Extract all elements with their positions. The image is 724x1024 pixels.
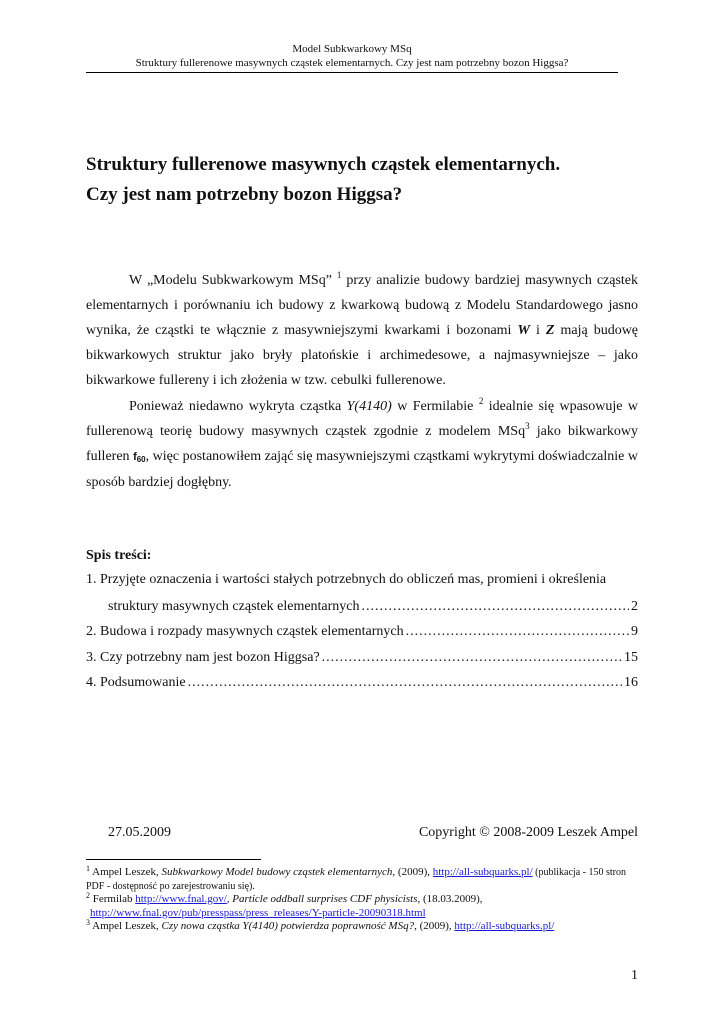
footnote-1-link[interactable]: http://all-subquarks.pl/ [432,866,533,878]
footnote-3-link[interactable]: http://all-subquarks.pl/ [454,920,555,932]
p1-text-and: i [529,323,546,338]
footnote-1-note: (publikacja - 150 stron PDF - dostępność po zarejestrowaniu się). [86,867,626,892]
running-header-title: Struktury fullerenowe masywnych cząstek elementarnych. Czy jest nam potrzebny bozon Higgsa? [135,57,569,69]
toc-leader-dots [188,673,622,693]
copyright-notice: Copyright © 2008-2009 Leszek Ampel [418,825,638,840]
footnote-2-number: 2 [86,891,90,900]
p2-text-b: w Fermilabie [391,399,479,414]
toc-entry-3-page: 15 [624,650,638,665]
fullerene-f60-symbol [133,451,146,463]
footnote-1 [86,866,641,893]
p1-text-b: przy analizie budowy bardziej masywnych cząstek elementarnych i porównaniu ich budowy z kwarkową budową z Modelu Standardowego jasno wynika, że cząstki te włącznie z masywniejszymi kwarkami i bozonami [86,273,639,338]
footnote-2-link-home[interactable]: http://www.fnal.gov/ [135,893,227,905]
toc-entry-1-text-cont: struktury masywnych cząstek elementarnych [108,599,360,614]
fullerene-f-letter: f [133,451,137,463]
footnote-2-link-article[interactable]: http://www.fnal.gov/pub/presspass/press_releases/Y-particle-20090318.html [90,906,426,919]
intro-paragraph-1 [86,268,638,393]
footnote-1-number: 1 [86,864,90,873]
toc-heading: Spis treści: [86,548,152,563]
toc-entry-1-line-2[interactable] [108,597,638,617]
toc-leader-dots [322,648,622,668]
footnote-3-year: , (2009), [414,920,455,932]
p2-text-e: , więc postanowiłem zająć się masywniejszymi cząstkami wykrytymi doświadczalnie w sposób bardziej dogłębny. [86,449,639,490]
toc-entry-4[interactable] [86,673,638,693]
toc-leader-dots [406,622,629,642]
header-divider [86,72,618,73]
toc-entry-3[interactable] [86,648,638,668]
toc-entry-2[interactable] [86,622,638,642]
footnote-2 [86,893,641,920]
toc-entry-1-text: 1. Przyjęte oznaczenia i wartości stałych potrzebnych do obliczeń mas, promieni i określenia [86,572,607,587]
p1-text-c: mają budowę bikwarkowych struktur jako bryły platońskie i archimedesowe, a najmasywniejsze – jako bikwarkowe fullereny i ich złożenia w tzw. cebulki fullerenowe. [86,323,639,388]
particle-name: Y(4140) [346,399,392,414]
toc-entry-1-line-1[interactable] [86,570,638,590]
title-line-1: Struktury fullerenowe masywnych cząstek elementarnych. [86,154,561,175]
fullerene-subscript: 60 [136,455,146,464]
toc-entry-3-text: 3. Czy potrzebny nam jest bozon Higgsa? [86,650,320,665]
intro-paragraph-2 [86,394,638,495]
toc-entry-4-text: 4. Podsumowanie [86,675,186,690]
running-header-model: Model Subkwarkowy MSq [292,43,412,55]
footnote-1-year: (2009), [395,866,433,878]
footnote-3-author: Ampel Leszek, [90,920,162,932]
footnote-2-source: Fermilab [90,893,136,905]
p2-text-d: jako bikwarkowy fulleren [86,424,638,464]
footnote-3 [86,920,641,934]
p1-text-a: W „Modelu Subkwarkowym MSq” [129,273,332,288]
document-title [86,150,646,210]
footnote-ref-3[interactable]: 3 [525,421,530,431]
footnote-2-title: Particle oddball surprises CDF physicists [232,893,418,905]
footnote-3-number: 3 [86,918,90,927]
document-date: 27.05.2009 [108,825,171,840]
boson-w-symbol: W [517,323,530,338]
footnote-divider [86,859,261,860]
page-number: 1 [631,968,638,983]
footnotes-section [86,866,641,934]
toc-entry-4-page: 16 [624,675,638,690]
footnote-2-date: , (18.03.2009), [417,893,483,905]
footnote-3-title: Czy nowa cząstka Y(4140) potwierdza poprawność MSq? [161,920,415,932]
toc-entry-2-text: 2. Budowa i rozpady masywnych cząstek elementarnych [86,624,404,639]
footnote-ref-2[interactable]: 2 [478,396,484,406]
footnote-1-author: Ampel Leszek, [90,866,162,878]
footnote-1-title: Subkwarkowy Model budowy cząstek elementarnych, [161,866,396,878]
boson-z-symbol: Z [545,323,555,338]
footnote-ref-1[interactable]: 1 [336,270,342,280]
title-line-2: Czy jest nam potrzebny bozon Higgsa? [86,184,403,205]
toc-entry-2-page: 9 [631,624,638,639]
toc-leader-dots [362,597,629,617]
footnote-2-separator: , [226,893,233,905]
p2-text-a: Ponieważ niedawno wykryta cząstka [129,399,347,414]
toc-entry-1-page: 2 [631,599,638,614]
p2-text-c: idealnie się wpasowuje w fullerenową teorię budowy masywnych cząstek zgodnie z modelem MSq [86,399,638,439]
